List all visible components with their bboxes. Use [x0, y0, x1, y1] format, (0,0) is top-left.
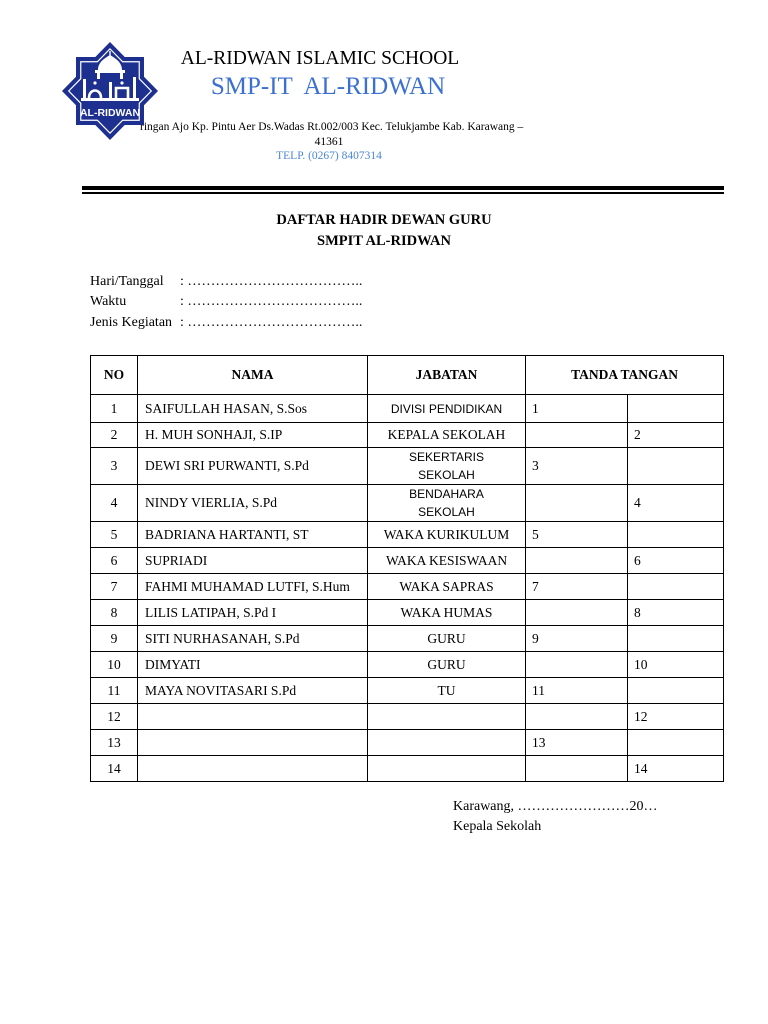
- cell-position-text: WAKA SAPRAS: [399, 578, 494, 594]
- cell-position: [368, 756, 526, 782]
- cell-signature-left-text: 11: [532, 682, 545, 698]
- cell-signature-right-text: 10: [634, 656, 648, 672]
- cell-name: [138, 574, 368, 600]
- cell-no-text: 13: [107, 734, 121, 750]
- table-row: [91, 704, 724, 730]
- cell-no: [91, 652, 138, 678]
- cell-no-text: 11: [107, 682, 121, 698]
- cell-name: [138, 652, 368, 678]
- info-label-activity: Jenis Kegiatan: [90, 315, 173, 330]
- cell-no-text: 14: [107, 760, 121, 776]
- cell-signature-left: [526, 423, 628, 448]
- signer-title: Kepala Sekolah: [453, 819, 542, 834]
- cell-signature-left: [526, 448, 628, 485]
- cell-name-text: SAIFULLAH HASAN, S.Sos: [145, 400, 308, 416]
- cell-name: [138, 448, 368, 485]
- header-no: NO: [91, 356, 138, 395]
- cell-signature-left: [526, 756, 628, 782]
- phone-number: TELP. (0267) 8407314: [276, 150, 382, 162]
- table-header-row: [91, 356, 724, 395]
- table-row: [91, 600, 724, 626]
- cell-position-text: TU: [437, 682, 456, 698]
- cell-name: [138, 423, 368, 448]
- cell-position-text: WAKA KESISWAAN: [385, 552, 508, 568]
- cell-signature-right: [628, 423, 724, 448]
- cell-name: [138, 600, 368, 626]
- cell-signature-right: [628, 704, 724, 730]
- info-label-date: Hari/Tanggal: [90, 274, 164, 289]
- cell-name: [138, 704, 368, 730]
- cell-signature-left-text: 9: [532, 630, 539, 646]
- table-row: [91, 730, 724, 756]
- cell-position: [368, 626, 526, 652]
- cell-signature-right: [628, 600, 724, 626]
- cell-no: [91, 756, 138, 782]
- cell-no: [91, 678, 138, 704]
- cell-position: [368, 574, 526, 600]
- cell-name: [138, 395, 368, 423]
- cell-no-text: 5: [110, 526, 118, 542]
- document-title: DAFTAR HADIR DEWAN GURU: [276, 212, 492, 228]
- cell-name-text: SITI NURHASANAH, S.Pd: [145, 630, 300, 646]
- cell-name: [138, 678, 368, 704]
- cell-name: [138, 626, 368, 652]
- cell-no-text: 2: [110, 427, 118, 442]
- cell-no: [91, 704, 138, 730]
- cell-signature-left: [526, 704, 628, 730]
- cell-position: [368, 704, 526, 730]
- cell-no: [91, 600, 138, 626]
- cell-signature-left: [526, 730, 628, 756]
- cell-signature-left: [526, 626, 628, 652]
- header-divider-thick: [82, 186, 724, 190]
- cell-position: [368, 600, 526, 626]
- cell-position-text: GURU: [427, 656, 466, 672]
- table-row: [91, 678, 724, 704]
- table-row: [91, 626, 724, 652]
- cell-signature-left-text: 1: [532, 400, 539, 416]
- cell-signature-right: [628, 730, 724, 756]
- cell-position: [368, 548, 526, 574]
- cell-position: [368, 423, 526, 448]
- cell-no: [91, 522, 138, 548]
- cell-name-text: MAYA NOVITASARI S.Pd: [145, 682, 297, 698]
- table-row: [91, 574, 724, 600]
- cell-signature-left: [526, 522, 628, 548]
- cell-name-text: NINDY VIERLIA, S.Pd: [145, 495, 278, 510]
- school-logo-emblem: [62, 42, 158, 140]
- cell-signature-left: [526, 485, 628, 522]
- cell-signature-right-text: 12: [634, 708, 648, 724]
- header-divider-thin: [82, 192, 724, 194]
- cell-no-text: 6: [110, 552, 118, 568]
- cell-signature-left-text: 5: [532, 526, 539, 542]
- cell-no: [91, 395, 138, 423]
- cell-signature-left: [526, 678, 628, 704]
- cell-signature-right: [628, 548, 724, 574]
- header-name: NAMA: [138, 356, 368, 395]
- cell-signature-right: [628, 485, 724, 522]
- cell-position-text: WAKA KURIKULUM: [383, 526, 510, 542]
- school-name: AL-RIDWAN ISLAMIC SCHOOL: [180, 48, 460, 69]
- cell-no: [91, 574, 138, 600]
- cell-no-text: 3: [110, 458, 118, 473]
- cell-signature-left: [526, 574, 628, 600]
- cell-signature-right-text: 14: [634, 760, 648, 776]
- cell-signature-right: [628, 395, 724, 423]
- cell-name-text: BADRIANA HARTANTI, ST: [145, 526, 309, 542]
- info-value-time: : ………………………………..: [180, 294, 363, 309]
- document-subtitle: SMPIT AL-RIDWAN: [317, 233, 451, 249]
- cell-position: [368, 395, 526, 423]
- table-row: [91, 652, 724, 678]
- cell-signature-left-text: 13: [532, 734, 546, 750]
- cell-position-text: GURU: [427, 630, 466, 646]
- table-row: [91, 423, 724, 448]
- cell-no: [91, 448, 138, 485]
- cell-position: [368, 485, 526, 522]
- unit-name: SMP-IT AL-RIDWAN: [210, 73, 446, 100]
- cell-signature-right: [628, 652, 724, 678]
- cell-signature-left: [526, 600, 628, 626]
- cell-no: [91, 423, 138, 448]
- info-value-date: : ………………………………..: [180, 274, 363, 289]
- cell-signature-left-text: 7: [532, 578, 539, 594]
- cell-signature-right-text: 6: [634, 552, 641, 568]
- cell-name: [138, 730, 368, 756]
- cell-signature-right: [628, 678, 724, 704]
- cell-no: [91, 626, 138, 652]
- cell-name-text: H. MUH SONHAJI, S.IP: [145, 427, 283, 442]
- table-row: [91, 485, 724, 522]
- table-row: [91, 448, 724, 485]
- cell-no: [91, 485, 138, 522]
- address-line-1: ringan Ajo Kp. Pintu Aer Ds.Wadas Rt.002/003 Kec. Telukjambe Kab. Karawang –: [140, 121, 524, 133]
- cell-no-text: 12: [107, 708, 121, 724]
- cell-signature-right: [628, 574, 724, 600]
- cell-name: [138, 756, 368, 782]
- cell-position: [368, 730, 526, 756]
- cell-name-text: LILIS LATIPAH, S.Pd I: [145, 604, 277, 620]
- cell-signature-right: [628, 448, 724, 485]
- cell-signature-right-text: 4: [634, 495, 641, 510]
- address-postal-code: 41361: [314, 136, 344, 148]
- cell-name: [138, 548, 368, 574]
- cell-signature-left: [526, 548, 628, 574]
- cell-name: [138, 522, 368, 548]
- cell-position: [368, 448, 526, 485]
- cell-no-text: 4: [110, 495, 118, 510]
- cell-no-text: 10: [107, 656, 121, 672]
- cell-position: [368, 652, 526, 678]
- cell-position-text: KEPALA SEKOLAH: [387, 427, 506, 442]
- cell-no-text: 7: [110, 578, 118, 594]
- cell-no-text: 1: [110, 400, 118, 416]
- logo-wordmark: AL-RIDWAN: [79, 107, 141, 119]
- cell-position-text: BENDAHARA SEKOLAH: [409, 487, 484, 519]
- cell-name-text: DEWI SRI PURWANTI, S.Pd: [145, 458, 309, 473]
- cell-name: [138, 485, 368, 522]
- cell-name-text: FAHMI MUHAMAD LUTFI, S.Hum: [145, 578, 350, 594]
- cell-signature-right: [628, 522, 724, 548]
- table-body: [91, 395, 724, 782]
- cell-signature-left: [526, 652, 628, 678]
- cell-position: [368, 678, 526, 704]
- cell-no-text: 9: [110, 630, 118, 646]
- cell-no: [91, 548, 138, 574]
- cell-position-text: DIVISI PENDIDIKAN: [390, 401, 503, 416]
- cell-position-text: SEKERTARIS SEKOLAH: [409, 450, 484, 482]
- place-date-line: Karawang, ……………………20…: [453, 799, 658, 814]
- attendance-table: [90, 355, 724, 782]
- table-row: [91, 756, 724, 782]
- cell-no-text: 8: [110, 604, 118, 620]
- cell-position: [368, 522, 526, 548]
- cell-signature-left-text: 3: [532, 458, 539, 473]
- table-row: [91, 548, 724, 574]
- cell-signature-right-text: 8: [634, 604, 641, 620]
- cell-signature-right-text: 2: [634, 427, 641, 442]
- cell-signature-right: [628, 626, 724, 652]
- table-row: [91, 395, 724, 423]
- table-row: [91, 522, 724, 548]
- cell-position-text: WAKA HUMAS: [400, 604, 493, 620]
- cell-name-text: SUPRIADI: [145, 552, 208, 568]
- cell-no: [91, 730, 138, 756]
- cell-signature-right: [628, 756, 724, 782]
- header-signature: TANDA TANGAN: [526, 356, 724, 395]
- info-value-activity: : ………………………………..: [180, 315, 363, 330]
- cell-name-text: DIMYATI: [145, 656, 201, 672]
- cell-signature-left: [526, 395, 628, 423]
- header-position: JABATAN: [368, 356, 526, 395]
- info-label-time: Waktu: [90, 294, 127, 309]
